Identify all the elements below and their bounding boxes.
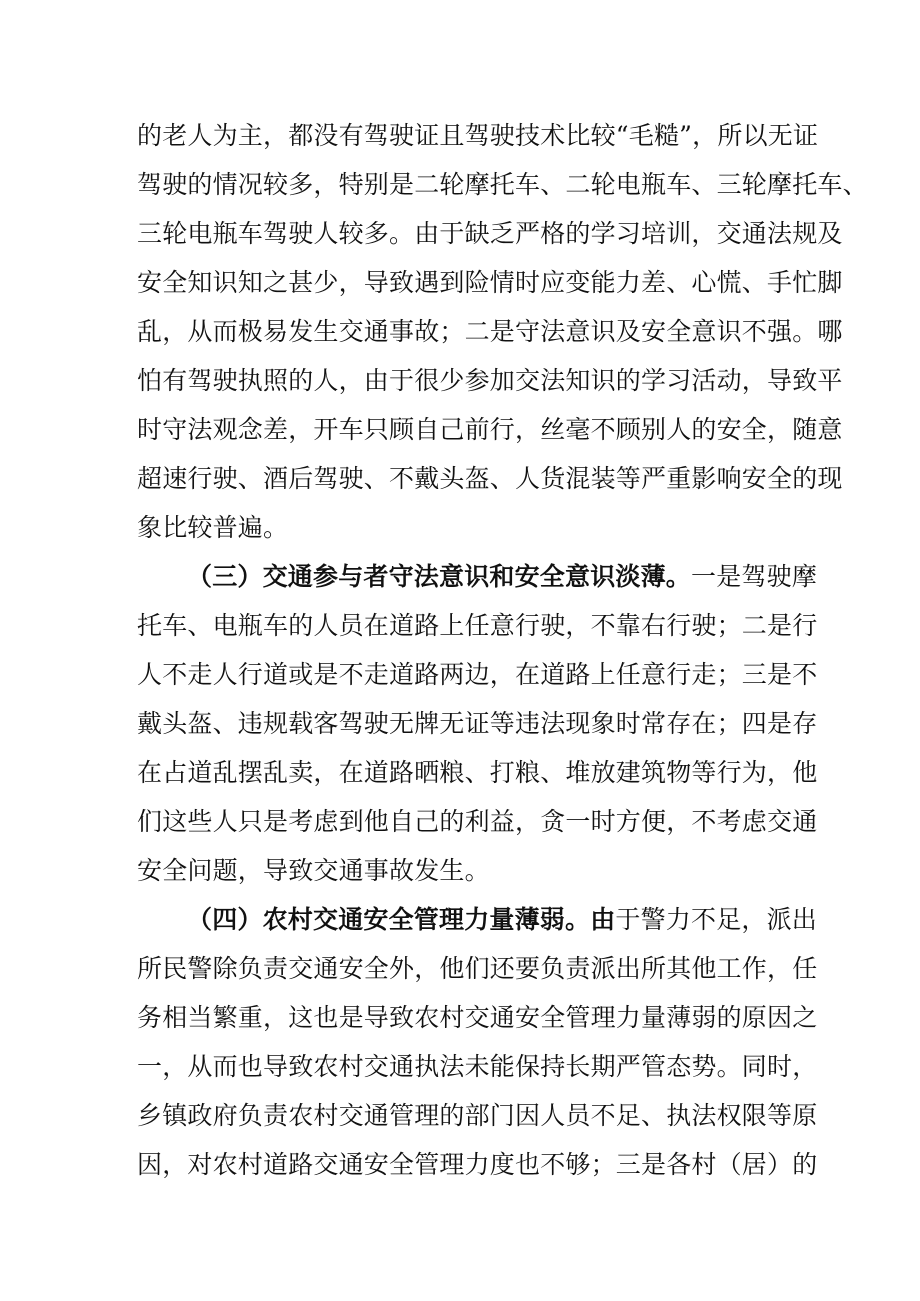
body-text-line: 安全知识知之甚少，导致遇到险情时应变能力差、心慌、手忙脚 <box>137 268 843 297</box>
body-text-line: 象比较普遍。 <box>137 513 289 542</box>
body-text-line: 戴头盔、违规载客驾驶无牌无证等违法现象时常存在；四是存 <box>137 709 818 738</box>
section-heading-line <box>187 562 867 592</box>
body-text-line: 在占道乱摆乱卖，在道路晒粮、打粮、堆放建筑物等行为，他 <box>137 758 818 787</box>
body-text-line: 驾驶的情况较多，特别是二轮摩托车、二轮电瓶车、三轮摩托车、 <box>137 170 868 199</box>
body-text-line: 人不走人行道或是不走道路两边，在道路上任意行走；三是不 <box>137 660 818 689</box>
body-text-line: 怕有驾驶执照的人，由于很少参加交法知识的学习活动，导致平 <box>137 366 843 395</box>
body-text-line: 超速行驶、酒后驾驶、不戴头盔、人货混装等严重影响安全的现 <box>137 464 843 493</box>
body-text-line: 的老人为主，都没有驾驶证且驾驶技术比较“毛糙”，所以无证 <box>137 121 819 150</box>
body-text-line: 一，从而也导致农村交通执法未能保持长期严管态势。同时， <box>137 1052 818 1081</box>
section-heading-line <box>187 905 867 935</box>
body-text-line: 时守法观念差，开车只顾自己前行，丝毫不顾别人的安全，随意 <box>137 415 843 444</box>
body-text-line: 乡镇政府负责农村交通管理的部门因人员不足、执法权限等原 <box>137 1101 818 1130</box>
body-text-line: 务相当繁重，这也是导致农村交通安全管理力量薄弱的原因之 <box>137 1003 818 1032</box>
body-text-line: 托车、电瓶车的人员在道路上任意行驶，不靠右行驶；二是行 <box>137 611 818 640</box>
section-heading: （四）农村交通安全管理力量薄弱。由 <box>187 905 616 934</box>
body-text-line: 所民警除负责交通安全外，他们还要负责派出所其他工作，任 <box>137 954 818 983</box>
section-heading: （三）交通参与者守法意识和安全意识淡薄。 <box>187 562 692 591</box>
body-text-line: 们这些人只是考虑到他自己的利益，贪一时方便，不考虑交通 <box>137 807 818 836</box>
section-text: 一是驾驶摩 <box>691 562 818 591</box>
body-text-line: 安全问题，导致交通事故发生。 <box>137 856 490 885</box>
body-text-line: 乱，从而极易发生交通事故；二是守法意识及安全意识不强。哪 <box>137 317 843 346</box>
body-text-line: 因，对农村道路交通安全管理力度也不够；三是各村（居）的 <box>137 1150 818 1179</box>
section-text: 于警力不足，派出 <box>615 905 818 934</box>
body-text-line: 三轮电瓶车驾驶人较多。由于缺乏严格的学习培训，交通法规及 <box>137 219 843 248</box>
